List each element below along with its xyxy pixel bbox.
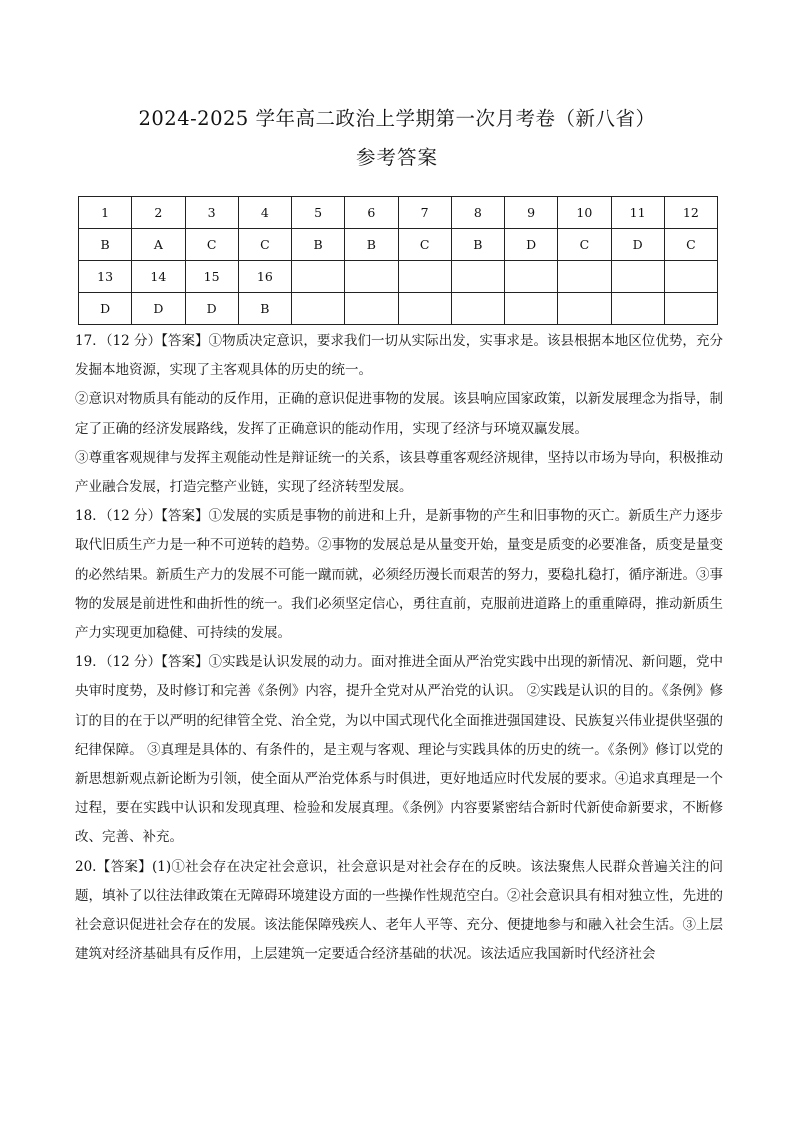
answer-table-cell: 12 [664, 197, 717, 229]
answer-table-cell [398, 261, 451, 293]
answer-table-cell [505, 293, 558, 325]
answer-20-paragraph: 20.【答案】(1)①社会存在决定社会意识，社会意识是对社会存在的反映。该法聚焦人民群众普遍关注的问题，填补了以往法律政策在无障碍环境建设方面的一些操作性规范空白。②社会意识具有相对独立性，先进的社会意识促进社会存在的发展。该法能保障残疾人、老年人平等、充分、便捷地参与和融入社会生活。③上层建筑对经济基础具有反作用，上层建筑一定要适合经济基础的状况。该法适应我国新时代经济社会 [75, 858, 723, 963]
answer-table-cell: 2 [132, 197, 185, 229]
answer-table-cell [398, 293, 451, 325]
answer-table-cell: C [664, 229, 717, 261]
answer-table-cell: D [79, 293, 132, 325]
answer-table-cell: 10 [558, 197, 611, 229]
answer-table-cell: C [185, 229, 238, 261]
answer-table-cell [345, 261, 398, 293]
answer-19-paragraph: 19．（12 分）【答案】①实践是认识发展的动力。面对推进全面从严治党实践中出现的新情况、新问题，党中央审时度势，及时修订和完善《条例》内容，提升全党对从严治党的认识。 ②实践是认识的目的。《条例》修订的目的在于以严明的纪律管全党、治全党，为以中国式现代化全面推进强国建设、民族复兴伟业提供坚强的纪律保障。 ③真理是具体的、有条件的，是主观与客观、理论与实践具体的历史的统一。《条例》修订以党的新思想新观点新论断为引领，使全面从严治党体系与时俱进，更好地适应时代发展的要求。④追求真理是一个过程，要在实践中认识和发现真理、检验和发展真理。《条例》内容要紧密结合新时代新使命新要求，不断修改、完善、补充。 [75, 654, 723, 846]
answer-table-cell: 15 [185, 261, 238, 293]
answer-table-cell: D [505, 229, 558, 261]
answer-table-cell: 7 [398, 197, 451, 229]
answer-table-cell: C [558, 229, 611, 261]
answer-table-cell: B [451, 229, 504, 261]
document-subtitle: 参考答案 [355, 146, 438, 169]
answer-table-row [79, 197, 718, 229]
answer-table-cell: 8 [451, 197, 504, 229]
answer-table-cell [664, 261, 717, 293]
answer-table-cell: 16 [238, 261, 291, 293]
answer-table-cell: 13 [79, 261, 132, 293]
answer-table-cell: B [238, 293, 291, 325]
answer-table-cell: C [238, 229, 291, 261]
answer-table-cell: D [185, 293, 238, 325]
answer-table [78, 196, 718, 325]
answer-table-cell [292, 293, 345, 325]
answer-table-cell: B [345, 229, 398, 261]
answer-table-cell [558, 261, 611, 293]
answer-table-cell: B [292, 229, 345, 261]
answer-17-paragraph-3: ③尊重客观规律与发挥主观能动性是辩证统一的关系，该县尊重客观经济规律，坚持以市场为导向，积极推动产业融合发展，打造完整产业链，实现了经济转型发展。 [75, 449, 723, 496]
answer-table-cell: 9 [505, 197, 558, 229]
answer-table-cell: 1 [79, 197, 132, 229]
answer-table-cell [664, 293, 717, 325]
answer-table-cell: 6 [345, 197, 398, 229]
answer-table-cell [345, 293, 398, 325]
answer-table-cell: C [398, 229, 451, 261]
answer-table-cell: D [611, 229, 664, 261]
answer-table-cell: 3 [185, 197, 238, 229]
answer-table-cell: A [132, 229, 185, 261]
answer-table-cell [505, 261, 558, 293]
answer-table-cell [451, 261, 504, 293]
answer-table-cell: D [132, 293, 185, 325]
answer-17-paragraph-2: ②意识对物质具有能动的反作用，正确的意识促进事物的发展。该县响应国家政策，以新发展理念为指导，制定了正确的经济发展路线，发挥了正确意识的能动作用，实现了经济与环境双赢发展。 [75, 391, 723, 437]
answer-table-cell [558, 293, 611, 325]
answer-table-cell [611, 261, 664, 293]
answer-table-row [79, 229, 718, 261]
answer-table-row [79, 293, 718, 325]
answer-table-cell [451, 293, 504, 325]
answer-table-cell: B [79, 229, 132, 261]
answer-table-cell [611, 293, 664, 325]
answer-content [75, 327, 723, 969]
answer-table-cell: 4 [238, 197, 291, 229]
answer-18-paragraph: 18．（12 分）【答案】①发展的实质是事物的前进和上升，是新事物的产生和旧事物的灭亡。新质生产力逐步取代旧质生产力是一种不可逆转的趋势。②事物的发展总是从量变开始，量变是质变的必要准备，质变是量变的必然结果。新质生产力的发展不可能一蹴而就，必须经历漫长而艰苦的努力，要稳扎稳打，循序渐进。③事物的发展是前进性和曲折性的统一。我们必须坚定信心，勇往直前，克服前进道路上的重重障碍，推动新质生产力实现更加稳健、可持续的发展。 [75, 508, 723, 642]
answer-table-row [79, 261, 718, 293]
answer-table-cell [292, 261, 345, 293]
answer-table-cell: 5 [292, 197, 345, 229]
document-title: 2024-2025 学年高二政治上学期第一次月考卷（新八省） [138, 107, 656, 130]
answer-17-paragraph-1: 17．（12 分）【答案】①物质决定意识，要求我们一切从实际出发，实事求是。该县根据本地区位优势，充分发掘本地资源，实现了主客观具体的历史的统一。 [75, 333, 723, 379]
answer-table-cell: 14 [132, 261, 185, 293]
answer-table-cell: 11 [611, 197, 664, 229]
